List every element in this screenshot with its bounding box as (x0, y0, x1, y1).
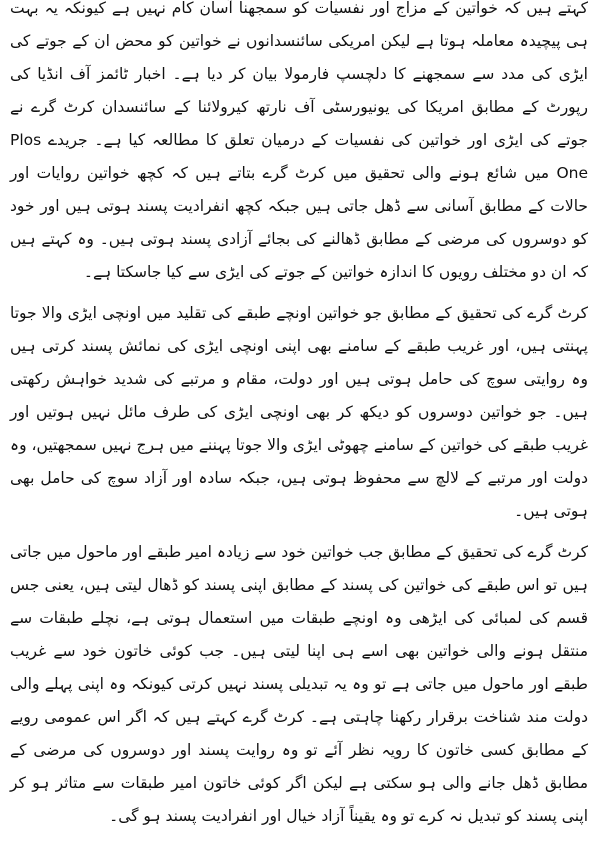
article-paragraph-1: کہتے ہیں کہ خواتین کے مزاج اور نفسیات کو سمجھنا آسان کام نہیں ہے کیونکہ یہ بہت ہی پیچیدہ معاملہ ہوتا ہے لیکن امریکی سائنسدانوں نے خواتین کو محض ان کے جوتے کی ایڑی کی مدد سے سمجھنے کا دلچسپ فارمولا بیان کر دیا ہے۔ اخبار ٹائمز آف انڈیا کی رپورٹ کے مطابق امریکا کی یونیورسٹی آف نارتھ کیرولائنا کے سائنسدان کرٹ گرے نے جوتے کی ایڑی اور خواتین کی نفسیات کے درمیان تعلق کا مطالعہ کیا ہے۔ جریدے Plos One میں شائع ہونے والی تحقیق میں کرٹ گرے بتاتے ہیں کہ کچھ خواتین روایات اور حالات کے مطابق آسانی سے ڈھل جاتی ہیں جبکہ کچھ انفرادیت پسند ہوتی ہیں اور خود کو دوسروں کی مرضی کے مطابق ڈھالنے کی بجائے آزادی پسند ہوتی ہیں۔ وہ کہتے ہیں کہ ان دو مختلف رویوں کا اندازہ خواتین کے جوتے کی ایڑی سے کیا جاسکتا ہے۔ (10, 0, 588, 281)
article-body (10, 0, 588, 833)
article-paragraph-2: کرٹ گرے کی تحقیق کے مطابق جو خواتین اونچے طبقے کی تقلید میں اونچی ایڑی والا جوتا پہنتی ہیں، اور غریب طبقے کے سامنے بھی اپنی اونچی ایڑی کی نمائش پسند کرتی ہیں وہ روایتی سوچ کی حامل ہوتی ہیں اور دولت، مقام و مرتبے کی شدید خواہش رکھتی ہیں۔ جو خواتین دوسروں کو دیکھ کر بھی اونچی ایڑی کی طرف مائل نہیں ہوتیں اور غریب طبقے کی خواتین کے سامنے چھوٹی ایڑی والا جوتا پہننے میں ہرج نہیں سمجھتیں، وہ دولت اور مرتبے کے لالچ سے محفوظ ہوتی ہیں، جبکہ سادہ اور آزاد سوچ کی حامل بھی ہوتی ہیں۔ (10, 304, 588, 520)
article-paragraph-3: کرٹ گرے کی تحقیق کے مطابق جب خواتین خود سے زیادہ امیر طبقے اور ماحول میں جاتی ہیں تو اس طبقے کی خواتین کی پسند کے مطابق اپنی پسند کو ڈھال لیتی ہیں، یعنی جس قسم کی لمبائی کی ایڑھی وہ اونچے طبقات میں استعمال ہوتی ہے، نچلے طبقات سے منتقل ہونے والی خواتین بھی اسے ہی اپنا لیتی ہیں۔ جب کوئی خاتون خود سے غریب طبقے اور ماحول میں جاتی ہے تو وہ یہ تبدیلی پسند نہیں کرتی کیونکہ وہ اپنی پہلے والی دولت مند شناخت برقرار رکھنا چاہتی ہے۔ کرٹ گرے کہتے ہیں کہ اگر اس عمومی رویے کے مطابق کسی خاتون کا رویہ نظر آئے تو وہ روایت پسند اور دوسروں کی مرضی کے مطابق ڈھل جانے والی ہو سکتی ہے لیکن اگر کوئی خاتون امیر طبقات سے متاثر ہو کر اپنی پسند کو تبدیل نہ کرے تو وہ یقیناً آزاد خیال اور انفرادیت پسند ہو گی۔ (10, 543, 588, 825)
